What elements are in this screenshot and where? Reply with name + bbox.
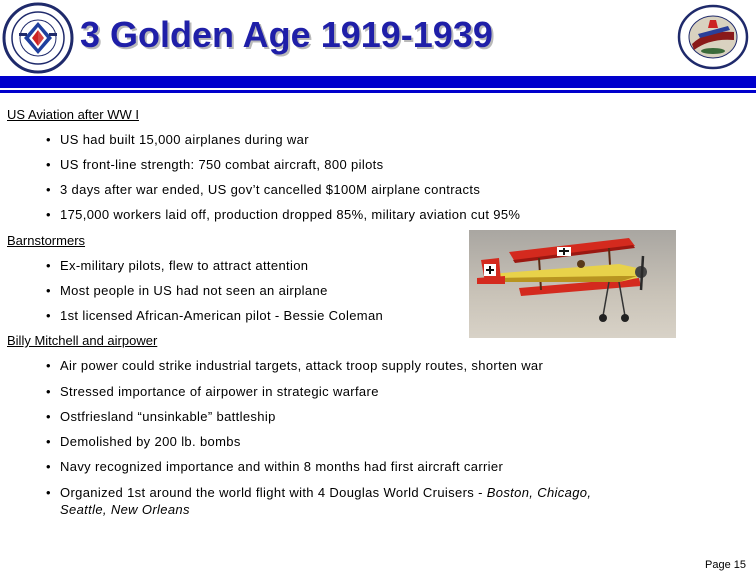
bullet-item: • US had built 15,000 airplanes during war — [46, 132, 309, 147]
bullet-item: • Navy recognized importance and within 8 months had first aircraft carrier — [46, 459, 504, 474]
slide-title: 3 Golden Age 1919-1939 — [80, 14, 493, 55]
bullet-item: • Demolished by 200 lb. bombs — [46, 434, 241, 449]
bullet-item: • US front-line strength: 750 combat aircraft, 800 pilots — [46, 157, 384, 172]
section-heading-barnstormers: Barnstormers — [7, 233, 86, 248]
section-heading-us-aviation: US Aviation after WW I — [7, 107, 139, 122]
title-bar — [0, 76, 756, 88]
bullet-item: • Ex-military pilots, flew to attract attention — [46, 258, 309, 273]
bullet-item-world-flight: • Organized 1st around the world flight with 4 Douglas World Cruisers - Boston, Chicago, Seattle, New Orleans — [46, 485, 592, 517]
page-number: Page 15 — [705, 559, 746, 571]
title-bar-thin — [0, 90, 756, 93]
red-biplane-photo — [469, 230, 676, 338]
bullet-item: • Most people in US had not seen an airplane — [46, 283, 328, 298]
aerospace-education-seal-logo — [676, 4, 750, 70]
bullet-item: • Air power could strike industrial targets, attack troop supply routes, shorten war — [46, 358, 544, 373]
bullet-item: • Ostfriesland “unsinkable” battleship — [46, 409, 276, 424]
section-heading-billy-mitchell: Billy Mitchell and airpower — [7, 333, 158, 348]
civil-air-patrol-seal-logo — [2, 2, 74, 74]
bullet-item: • Stressed importance of airpower in strategic warfare — [46, 384, 379, 399]
bullet-item: • 175,000 workers laid off, production dropped 85%, military aviation cut 95% — [46, 207, 521, 222]
bullet-item: • 1st licensed African-American pilot - Bessie Coleman — [46, 308, 384, 323]
bullet-item: • 3 days after war ended, US gov’t cancelled $100M airplane contracts — [46, 182, 481, 197]
